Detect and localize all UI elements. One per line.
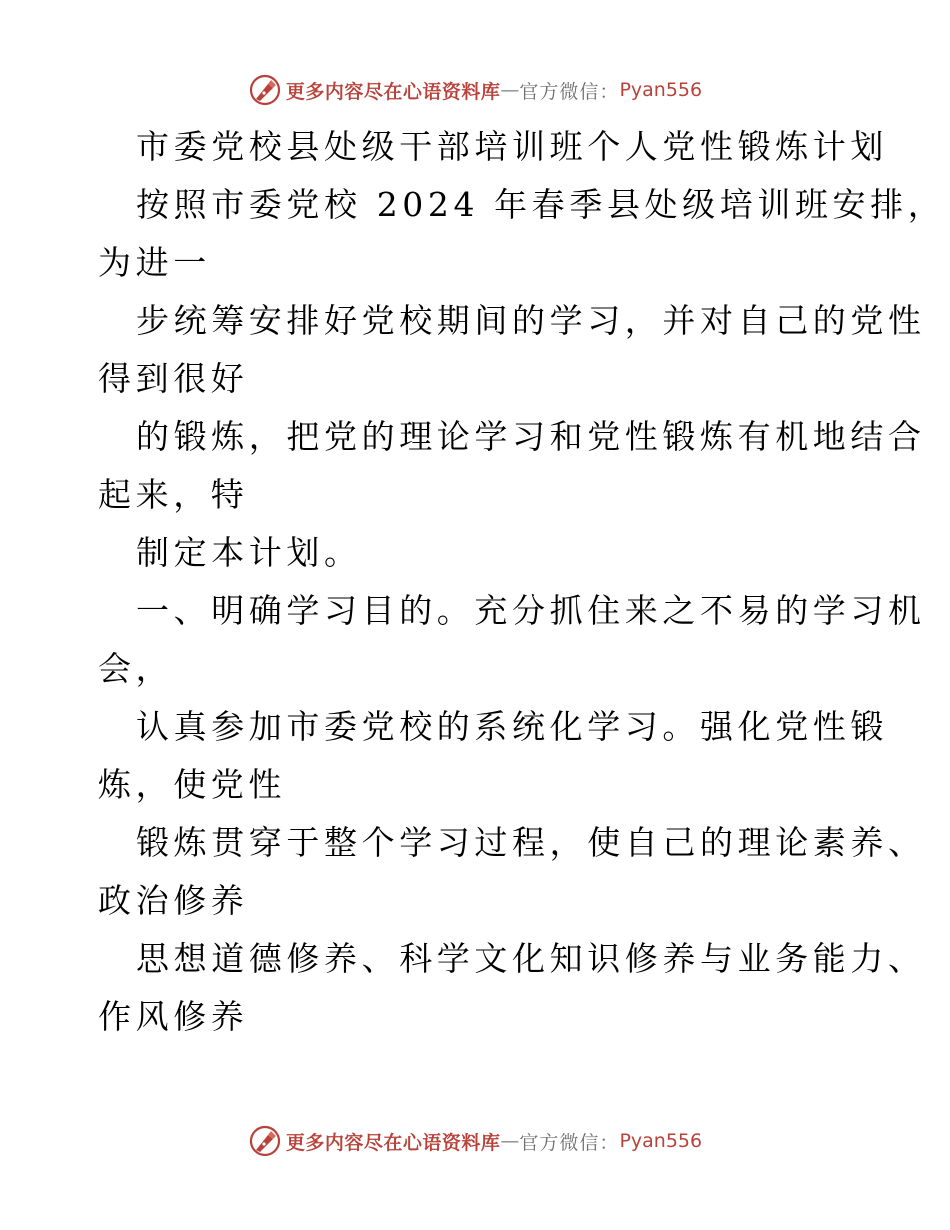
section-heading-line: 一、明确学习目的。充分抓住来之不易的学习机 — [136, 591, 926, 630]
watermark-dash: — — [500, 79, 520, 101]
watermark-wechat-id: Pyan556 — [619, 1130, 703, 1152]
watermark-wechat-label: 官方微信： — [519, 80, 620, 103]
paragraph-line: 思想道德修养、科学文化知识修养与业务能力、 — [136, 939, 926, 978]
paragraph-line: 的锻炼，把党的理论学习和党性锻炼有机地结合 — [136, 417, 926, 456]
document-title: 市委党校县处级干部培训班个人党性锻炼计划 — [136, 127, 888, 166]
watermark-dash: — — [500, 1130, 520, 1152]
paragraph-line: 按照市委党校 2024 年春季县处级培训班安排， — [136, 185, 946, 224]
watermark-wechat-label: 官方微信： — [519, 1131, 620, 1154]
pen-nib-logo-icon — [248, 1124, 282, 1158]
paragraph-line: 作风修养 — [98, 997, 249, 1036]
paragraph-line: 炼，使党性 — [98, 765, 286, 804]
paragraph-line: 起来，特 — [98, 475, 249, 514]
watermark-brand-text: 更多内容尽在心语资料库 — [285, 1131, 501, 1154]
paragraph-line: 得到很好 — [98, 359, 249, 398]
document-body — [98, 118, 946, 1046]
footer-watermark — [0, 1121, 950, 1161]
paragraph-line: 锻炼贯穿于整个学习过程，使自己的理论素养、 — [136, 823, 926, 862]
pen-nib-logo-icon — [248, 73, 282, 107]
paragraph-line: 步统筹安排好党校期间的学习，并对自己的党性 — [136, 301, 926, 340]
watermark-brand-text: 更多内容尽在心语资料库 — [285, 80, 501, 103]
paragraph-line: 制定本计划。 — [136, 533, 362, 572]
paragraph-line: 为进一 — [98, 243, 211, 282]
paragraph-line: 认真参加市委党校的系统化学习。强化党性锻 — [136, 707, 888, 746]
watermark-wechat-id: Pyan556 — [619, 79, 703, 101]
paragraph-line: 会， — [98, 649, 174, 688]
header-watermark — [0, 70, 950, 110]
paragraph-line: 政治修养 — [98, 881, 249, 920]
